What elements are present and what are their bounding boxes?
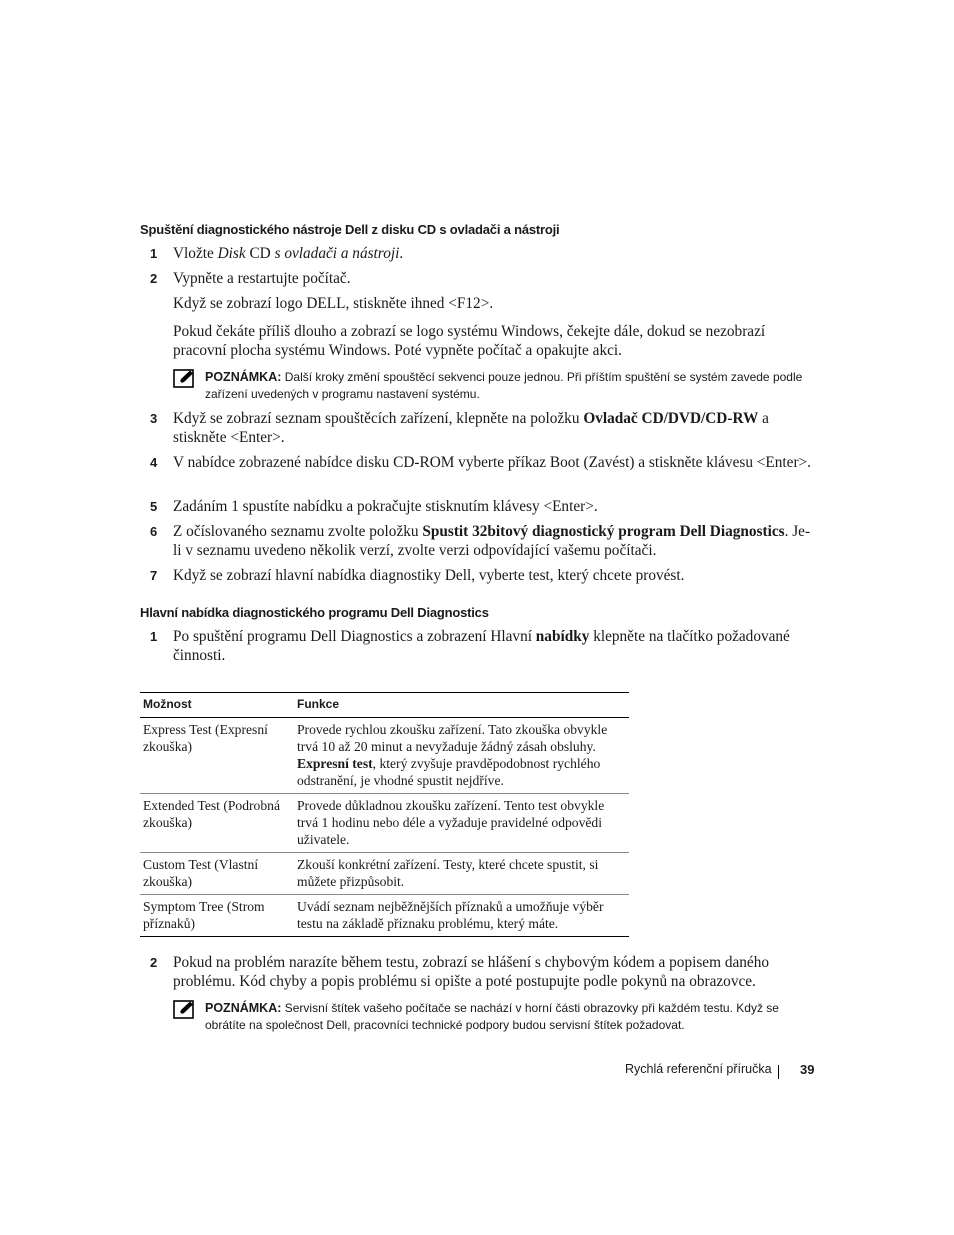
note-boot-sequence <box>173 369 818 403</box>
step-text: Když se zobrazí seznam spouštěcích zařízení, klepněte na položku Ovladač CD/DVD/CD-RW a stiskněte <Enter>. <box>173 410 769 446</box>
step-restart <box>150 269 814 288</box>
note-label: POZNÁMKA: <box>205 370 282 384</box>
column-header-option: Možnost <box>140 693 291 718</box>
step-boot-menu <box>150 453 814 472</box>
step-number: 1 <box>150 629 158 644</box>
step-enter-1 <box>150 497 814 516</box>
table-row <box>140 895 629 937</box>
step-text: Zadáním 1 spustíte nabídku a pokračujte stisknutím klávesy <Enter>. <box>173 498 598 515</box>
section-heading-cd-diagnostics: Spuštění diagnostického nástroje Dell z disku CD s ovladači a nástroji <box>140 222 560 237</box>
note-service-tag <box>173 1000 818 1034</box>
paragraph-press-f12: Když se zobrazí logo DELL, stiskněte ihned <F12>. <box>173 295 494 312</box>
table-row <box>140 718 629 794</box>
step-number: 3 <box>150 411 158 426</box>
section-heading-main-menu: Hlavní nabídka diagnostického programu Dell Diagnostics <box>140 605 489 620</box>
function-cell: Uvádí seznam nejběžnějších příznaků a umožňuje výběr testu na základě příznaku problému, který máte. <box>291 895 629 937</box>
step-number: 5 <box>150 499 158 514</box>
column-header-function: Funkce <box>291 693 629 718</box>
step-select-32bit <box>150 522 814 560</box>
step-number: 2 <box>150 271 158 286</box>
option-cell: Extended Test (Podrobná zkouška) <box>140 794 291 853</box>
table-row <box>140 853 629 895</box>
option-cell: Custom Test (Vlastní zkouška) <box>140 853 291 895</box>
step-number: 2 <box>150 955 158 970</box>
option-cell: Symptom Tree (Strom příznaků) <box>140 895 291 937</box>
options-table <box>140 692 629 937</box>
table-row <box>140 794 629 853</box>
step-insert-cd <box>150 244 814 263</box>
step-number: 1 <box>150 246 158 261</box>
step-text: Když se zobrazí hlavní nabídka diagnostiky Dell, vyberte test, který chcete provést. <box>173 567 685 584</box>
step-text: Vložte Disk CD s ovladači a nástroji. <box>173 245 404 262</box>
step-text: V nabídce zobrazené nabídce disku CD-ROM vyberte příkaz Boot (Zavést) a stiskněte klávesu <Enter>. <box>173 454 811 471</box>
pencil-note-icon <box>173 1000 195 1020</box>
step-select-test <box>150 566 814 585</box>
step-click-option <box>150 627 814 665</box>
step-number: 7 <box>150 568 158 583</box>
footer-title: Rychlá referenční příručka <box>625 1062 772 1076</box>
step-number: 4 <box>150 455 158 470</box>
function-cell: Provede důkladnou zkoušku zařízení. Tento test obvykle trvá 1 hodinu nebo déle a vyžaduje pravidelné odpovědi uživatele. <box>291 794 629 853</box>
note-text: Další kroky změní spouštěcí sekvenci pouze jednou. Při příštím spuštění se systém zavede podle zařízení uvedených v programu nastavení systému. <box>205 370 803 401</box>
step-text: Z očíslovaného seznamu zvolte položku Spustit 32bitový diagnostický program Dell Diagnostics. Je-li v seznamu uvedeno několik verzí, zvolte verzi odpovídající vašemu počítači. <box>173 523 811 559</box>
footer-divider <box>778 1065 779 1079</box>
note-text: Servisní štítek vašeho počítače se nachází v horní části obrazovky při každém testu. Když se obrátíte na společnost Dell, pracovníci technické podpory budou servisní štítek požadovat. <box>205 1001 779 1032</box>
table-header-row <box>140 693 629 718</box>
step-text: Po spuštění programu Dell Diagnostics a zobrazení Hlavní nabídky klepněte na tlačítko požadované činnosti. <box>173 628 790 664</box>
step-text: Pokud na problém narazíte během testu, zobrazí se hlášení s chybovým kódem a popisem daného problému. Kód chyby a popis problému si opište a poté postupujte podle pokynů na obrazovce. <box>173 954 769 990</box>
page-number: 39 <box>800 1062 815 1077</box>
function-cell: Provede rychlou zkoušku zařízení. Tato zkouška obvykle trvá 10 až 20 minut a nevyžaduje žádný zásah obsluhy. Expresní test, který zvyšuje pravděpodobnost rychlého odstranění, je vhodné spustit nejdříve. <box>291 718 629 794</box>
function-cell: Zkouší konkrétní zařízení. Testy, které chcete spustit, si můžete přizpůsobit. <box>291 853 629 895</box>
step-select-cd-drive <box>150 409 814 447</box>
step-text: Vypněte a restartujte počítač. <box>173 270 351 287</box>
pencil-note-icon <box>173 369 195 389</box>
paragraph-windows-logo: Pokud čekáte příliš dlouho a zobrazí se logo systému Windows, čekejte dále, dokud se nezobrazí pracovní plocha systému Windows. Poté vypněte počítač a opakujte akci. <box>173 323 766 359</box>
step-error-message <box>150 953 814 991</box>
step-number: 6 <box>150 524 158 539</box>
option-cell: Express Test (Expresní zkouška) <box>140 718 291 794</box>
note-label: POZNÁMKA: <box>205 1001 282 1015</box>
